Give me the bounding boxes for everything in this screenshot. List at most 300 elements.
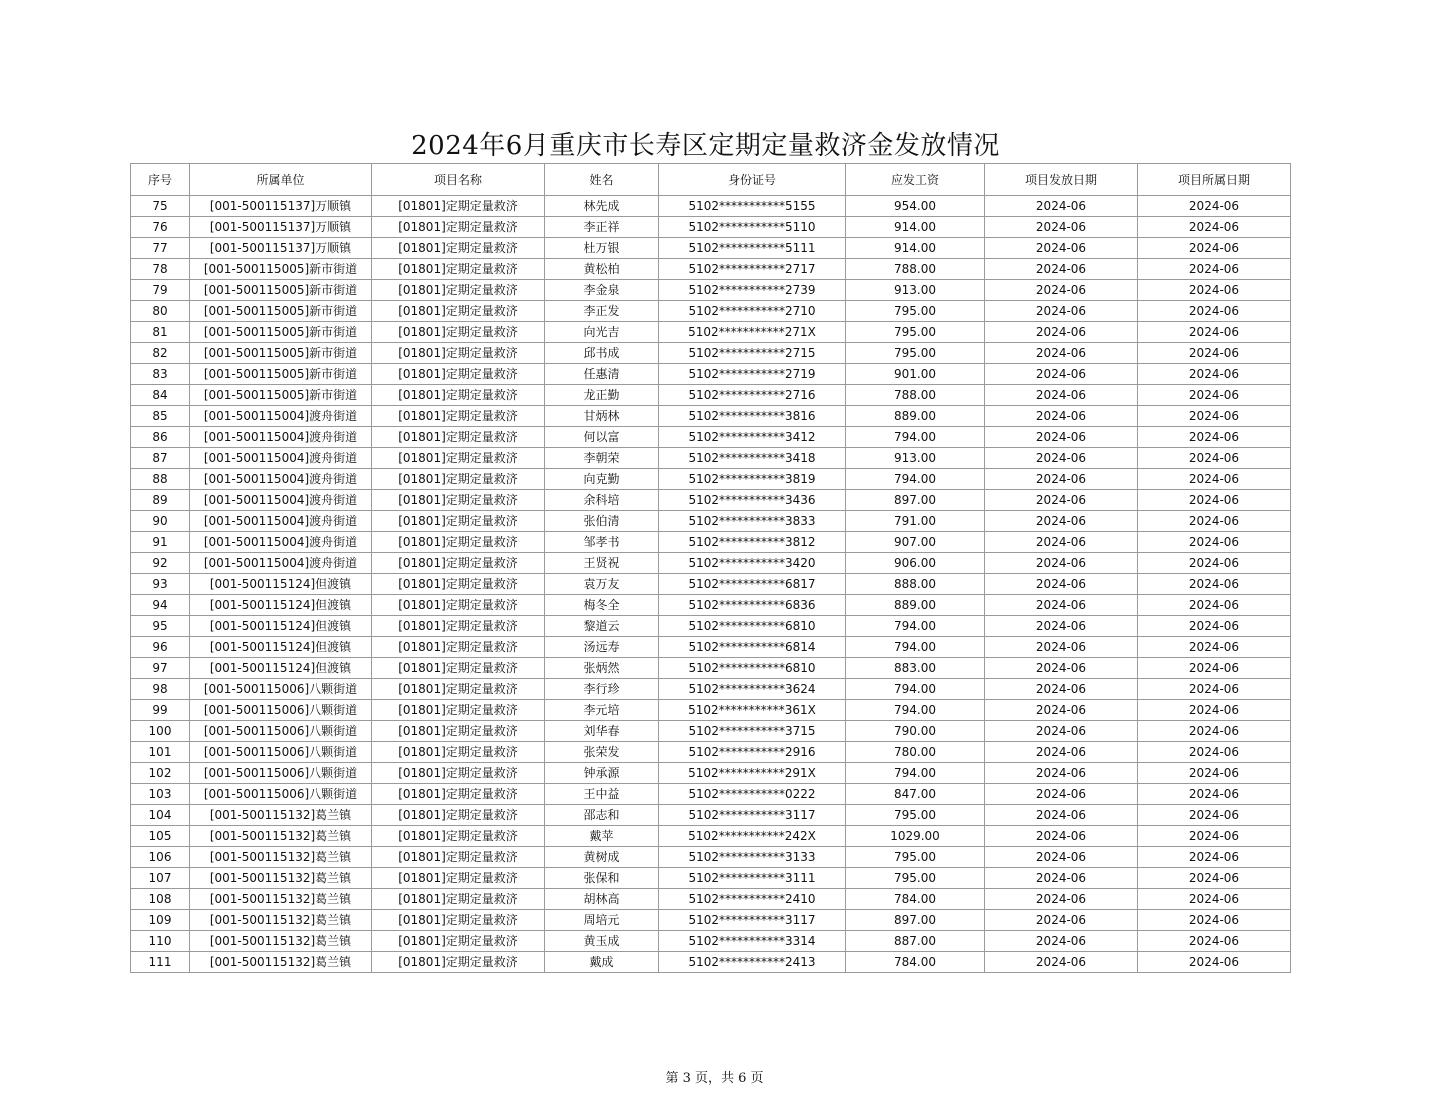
cell-project-name: [01801]定期定量救济 xyxy=(372,343,545,364)
cell-project-name: [01801]定期定量救济 xyxy=(372,301,545,322)
cell-id-number: 5102***********3436 xyxy=(659,490,846,511)
cell-seq: 82 xyxy=(131,343,190,364)
cell-period-date: 2024-06 xyxy=(1138,238,1291,259)
cell-id-number: 5102***********361X xyxy=(659,700,846,721)
cell-period-date: 2024-06 xyxy=(1138,889,1291,910)
cell-id-number: 5102***********3833 xyxy=(659,511,846,532)
cell-seq: 88 xyxy=(131,469,190,490)
cell-unit: [001-500115124]但渡镇 xyxy=(190,637,372,658)
cell-period-date: 2024-06 xyxy=(1138,427,1291,448)
cell-issue-date: 2024-06 xyxy=(985,721,1138,742)
header-id-number: 身份证号 xyxy=(659,164,846,196)
cell-payable-wage: 794.00 xyxy=(846,637,985,658)
cell-id-number: 5102***********3418 xyxy=(659,448,846,469)
cell-project-name: [01801]定期定量救济 xyxy=(372,448,545,469)
cell-id-number: 5102***********291X xyxy=(659,763,846,784)
cell-issue-date: 2024-06 xyxy=(985,280,1138,301)
cell-unit: [001-500115006]八颗街道 xyxy=(190,700,372,721)
cell-project-name: [01801]定期定量救济 xyxy=(372,259,545,280)
cell-name: 袁万友 xyxy=(545,574,659,595)
cell-issue-date: 2024-06 xyxy=(985,826,1138,847)
cell-issue-date: 2024-06 xyxy=(985,553,1138,574)
cell-project-name: [01801]定期定量救济 xyxy=(372,385,545,406)
cell-issue-date: 2024-06 xyxy=(985,847,1138,868)
table-row xyxy=(131,469,1291,490)
cell-issue-date: 2024-06 xyxy=(985,742,1138,763)
cell-name: 钟承源 xyxy=(545,763,659,784)
cell-id-number: 5102***********3133 xyxy=(659,847,846,868)
cell-unit: [001-500115006]八颗街道 xyxy=(190,784,372,805)
cell-issue-date: 2024-06 xyxy=(985,700,1138,721)
cell-period-date: 2024-06 xyxy=(1138,763,1291,784)
cell-unit: [001-500115004]渡舟街道 xyxy=(190,406,372,427)
cell-unit: [001-500115137]万顺镇 xyxy=(190,217,372,238)
cell-project-name: [01801]定期定量救济 xyxy=(372,196,545,217)
cell-name: 黄松柏 xyxy=(545,259,659,280)
cell-unit: [001-500115005]新市街道 xyxy=(190,259,372,280)
cell-period-date: 2024-06 xyxy=(1138,196,1291,217)
cell-id-number: 5102***********3816 xyxy=(659,406,846,427)
cell-seq: 106 xyxy=(131,847,190,868)
cell-issue-date: 2024-06 xyxy=(985,532,1138,553)
cell-name: 杜万银 xyxy=(545,238,659,259)
cell-id-number: 5102***********6814 xyxy=(659,637,846,658)
cell-seq: 78 xyxy=(131,259,190,280)
cell-project-name: [01801]定期定量救济 xyxy=(372,931,545,952)
table-row xyxy=(131,847,1291,868)
cell-issue-date: 2024-06 xyxy=(985,490,1138,511)
cell-name: 邹孝书 xyxy=(545,532,659,553)
cell-payable-wage: 794.00 xyxy=(846,763,985,784)
cell-period-date: 2024-06 xyxy=(1138,679,1291,700)
cell-period-date: 2024-06 xyxy=(1138,511,1291,532)
cell-unit: [001-500115005]新市街道 xyxy=(190,280,372,301)
cell-issue-date: 2024-06 xyxy=(985,574,1138,595)
cell-payable-wage: 795.00 xyxy=(846,868,985,889)
cell-unit: [001-500115124]但渡镇 xyxy=(190,574,372,595)
cell-project-name: [01801]定期定量救济 xyxy=(372,238,545,259)
cell-name: 王中益 xyxy=(545,784,659,805)
cell-period-date: 2024-06 xyxy=(1138,637,1291,658)
cell-name: 邵志和 xyxy=(545,805,659,826)
cell-id-number: 5102***********6836 xyxy=(659,595,846,616)
cell-seq: 89 xyxy=(131,490,190,511)
cell-name: 戴成 xyxy=(545,952,659,973)
cell-unit: [001-500115005]新市街道 xyxy=(190,301,372,322)
cell-id-number: 5102***********3420 xyxy=(659,553,846,574)
cell-payable-wage: 888.00 xyxy=(846,574,985,595)
cell-issue-date: 2024-06 xyxy=(985,784,1138,805)
cell-project-name: [01801]定期定量救济 xyxy=(372,553,545,574)
cell-unit: [001-500115124]但渡镇 xyxy=(190,595,372,616)
cell-project-name: [01801]定期定量救济 xyxy=(372,406,545,427)
cell-name: 张伯清 xyxy=(545,511,659,532)
cell-name: 刘华春 xyxy=(545,721,659,742)
cell-name: 李朝荣 xyxy=(545,448,659,469)
cell-project-name: [01801]定期定量救济 xyxy=(372,427,545,448)
table-row xyxy=(131,595,1291,616)
cell-name: 甘炳林 xyxy=(545,406,659,427)
cell-period-date: 2024-06 xyxy=(1138,217,1291,238)
cell-name: 王贤祝 xyxy=(545,553,659,574)
cell-project-name: [01801]定期定量救济 xyxy=(372,805,545,826)
cell-payable-wage: 889.00 xyxy=(846,406,985,427)
cell-id-number: 5102***********3819 xyxy=(659,469,846,490)
cell-unit: [001-500115004]渡舟街道 xyxy=(190,490,372,511)
cell-project-name: [01801]定期定量救济 xyxy=(372,910,545,931)
table-row xyxy=(131,952,1291,973)
cell-name: 戴苹 xyxy=(545,826,659,847)
cell-seq: 95 xyxy=(131,616,190,637)
cell-period-date: 2024-06 xyxy=(1138,595,1291,616)
table-row xyxy=(131,805,1291,826)
cell-issue-date: 2024-06 xyxy=(985,343,1138,364)
cell-issue-date: 2024-06 xyxy=(985,931,1138,952)
cell-issue-date: 2024-06 xyxy=(985,679,1138,700)
cell-seq: 77 xyxy=(131,238,190,259)
relief-payment-table xyxy=(130,163,1291,973)
cell-payable-wage: 897.00 xyxy=(846,490,985,511)
cell-name: 李正发 xyxy=(545,301,659,322)
cell-project-name: [01801]定期定量救济 xyxy=(372,217,545,238)
cell-name: 李行珍 xyxy=(545,679,659,700)
cell-issue-date: 2024-06 xyxy=(985,385,1138,406)
table-row xyxy=(131,679,1291,700)
cell-name: 张炳然 xyxy=(545,658,659,679)
table-header-row xyxy=(131,164,1291,196)
cell-project-name: [01801]定期定量救济 xyxy=(372,658,545,679)
cell-unit: [001-500115005]新市街道 xyxy=(190,385,372,406)
cell-issue-date: 2024-06 xyxy=(985,427,1138,448)
cell-unit: [001-500115132]葛兰镇 xyxy=(190,910,372,931)
cell-payable-wage: 847.00 xyxy=(846,784,985,805)
cell-period-date: 2024-06 xyxy=(1138,721,1291,742)
cell-seq: 109 xyxy=(131,910,190,931)
header-issue-date: 项目发放日期 xyxy=(985,164,1138,196)
page-title: 2024年6月重庆市长寿区定期定量救济金发放情况 xyxy=(411,131,1000,161)
cell-period-date: 2024-06 xyxy=(1138,448,1291,469)
cell-name: 向光吉 xyxy=(545,322,659,343)
table-row xyxy=(131,700,1291,721)
table-row xyxy=(131,322,1291,343)
cell-issue-date: 2024-06 xyxy=(985,868,1138,889)
cell-payable-wage: 901.00 xyxy=(846,364,985,385)
cell-issue-date: 2024-06 xyxy=(985,301,1138,322)
cell-payable-wage: 913.00 xyxy=(846,280,985,301)
cell-seq: 99 xyxy=(131,700,190,721)
cell-unit: [001-500115132]葛兰镇 xyxy=(190,805,372,826)
table-row xyxy=(131,406,1291,427)
cell-unit: [001-500115004]渡舟街道 xyxy=(190,532,372,553)
table-row xyxy=(131,637,1291,658)
header-name: 姓名 xyxy=(545,164,659,196)
header-project-name: 项目名称 xyxy=(372,164,545,196)
cell-issue-date: 2024-06 xyxy=(985,511,1138,532)
cell-id-number: 5102***********242X xyxy=(659,826,846,847)
cell-unit: [001-500115132]葛兰镇 xyxy=(190,847,372,868)
cell-unit: [001-500115004]渡舟街道 xyxy=(190,427,372,448)
cell-name: 邱书成 xyxy=(545,343,659,364)
cell-seq: 92 xyxy=(131,553,190,574)
cell-issue-date: 2024-06 xyxy=(985,322,1138,343)
cell-issue-date: 2024-06 xyxy=(985,238,1138,259)
cell-name: 龙正勤 xyxy=(545,385,659,406)
table-row xyxy=(131,889,1291,910)
cell-project-name: [01801]定期定量救济 xyxy=(372,952,545,973)
table-row xyxy=(131,196,1291,217)
cell-seq: 75 xyxy=(131,196,190,217)
cell-payable-wage: 914.00 xyxy=(846,217,985,238)
cell-period-date: 2024-06 xyxy=(1138,385,1291,406)
cell-unit: [001-500115132]葛兰镇 xyxy=(190,868,372,889)
cell-project-name: [01801]定期定量救济 xyxy=(372,322,545,343)
cell-seq: 87 xyxy=(131,448,190,469)
cell-period-date: 2024-06 xyxy=(1138,322,1291,343)
cell-payable-wage: 897.00 xyxy=(846,910,985,931)
cell-unit: [001-500115132]葛兰镇 xyxy=(190,931,372,952)
table-row xyxy=(131,826,1291,847)
cell-seq: 96 xyxy=(131,637,190,658)
table-row xyxy=(131,511,1291,532)
cell-name: 向克勤 xyxy=(545,469,659,490)
cell-seq: 81 xyxy=(131,322,190,343)
cell-payable-wage: 906.00 xyxy=(846,553,985,574)
cell-payable-wage: 794.00 xyxy=(846,616,985,637)
cell-id-number: 5102***********2719 xyxy=(659,364,846,385)
cell-id-number: 5102***********6810 xyxy=(659,658,846,679)
cell-unit: [001-500115132]葛兰镇 xyxy=(190,952,372,973)
cell-name: 张荣发 xyxy=(545,742,659,763)
cell-id-number: 5102***********3117 xyxy=(659,910,846,931)
cell-period-date: 2024-06 xyxy=(1138,259,1291,280)
cell-project-name: [01801]定期定量救济 xyxy=(372,637,545,658)
table-row xyxy=(131,238,1291,259)
cell-name: 张保和 xyxy=(545,868,659,889)
cell-period-date: 2024-06 xyxy=(1138,742,1291,763)
cell-project-name: [01801]定期定量救济 xyxy=(372,868,545,889)
cell-name: 李金泉 xyxy=(545,280,659,301)
cell-project-name: [01801]定期定量救济 xyxy=(372,784,545,805)
cell-project-name: [01801]定期定量救济 xyxy=(372,280,545,301)
cell-id-number: 5102***********5110 xyxy=(659,217,846,238)
cell-seq: 103 xyxy=(131,784,190,805)
cell-id-number: 5102***********2413 xyxy=(659,952,846,973)
table-row xyxy=(131,742,1291,763)
cell-project-name: [01801]定期定量救济 xyxy=(372,826,545,847)
cell-period-date: 2024-06 xyxy=(1138,910,1291,931)
cell-seq: 104 xyxy=(131,805,190,826)
cell-seq: 91 xyxy=(131,532,190,553)
cell-project-name: [01801]定期定量救济 xyxy=(372,847,545,868)
table-row xyxy=(131,427,1291,448)
cell-name: 林先成 xyxy=(545,196,659,217)
cell-payable-wage: 784.00 xyxy=(846,889,985,910)
cell-seq: 111 xyxy=(131,952,190,973)
cell-project-name: [01801]定期定量救济 xyxy=(372,595,545,616)
cell-period-date: 2024-06 xyxy=(1138,784,1291,805)
cell-period-date: 2024-06 xyxy=(1138,931,1291,952)
cell-unit: [001-500115137]万顺镇 xyxy=(190,238,372,259)
cell-payable-wage: 794.00 xyxy=(846,679,985,700)
table-row xyxy=(131,553,1291,574)
cell-period-date: 2024-06 xyxy=(1138,490,1291,511)
cell-issue-date: 2024-06 xyxy=(985,889,1138,910)
table-row xyxy=(131,448,1291,469)
cell-unit: [001-500115006]八颗街道 xyxy=(190,763,372,784)
cell-period-date: 2024-06 xyxy=(1138,532,1291,553)
cell-name: 余科培 xyxy=(545,490,659,511)
cell-period-date: 2024-06 xyxy=(1138,700,1291,721)
cell-unit: [001-500115006]八颗街道 xyxy=(190,742,372,763)
cell-name: 黄玉成 xyxy=(545,931,659,952)
table-row xyxy=(131,574,1291,595)
cell-id-number: 5102***********3117 xyxy=(659,805,846,826)
cell-name: 胡林高 xyxy=(545,889,659,910)
cell-name: 周培元 xyxy=(545,910,659,931)
cell-unit: [001-500115006]八颗街道 xyxy=(190,721,372,742)
cell-payable-wage: 794.00 xyxy=(846,469,985,490)
cell-project-name: [01801]定期定量救济 xyxy=(372,700,545,721)
cell-id-number: 5102***********3412 xyxy=(659,427,846,448)
cell-payable-wage: 795.00 xyxy=(846,343,985,364)
cell-issue-date: 2024-06 xyxy=(985,616,1138,637)
cell-payable-wage: 907.00 xyxy=(846,532,985,553)
cell-name: 黎道云 xyxy=(545,616,659,637)
cell-id-number: 5102***********2410 xyxy=(659,889,846,910)
cell-period-date: 2024-06 xyxy=(1138,469,1291,490)
cell-seq: 105 xyxy=(131,826,190,847)
cell-payable-wage: 788.00 xyxy=(846,385,985,406)
cell-payable-wage: 791.00 xyxy=(846,511,985,532)
cell-project-name: [01801]定期定量救济 xyxy=(372,679,545,700)
cell-seq: 101 xyxy=(131,742,190,763)
cell-payable-wage: 887.00 xyxy=(846,931,985,952)
cell-project-name: [01801]定期定量救济 xyxy=(372,763,545,784)
cell-payable-wage: 889.00 xyxy=(846,595,985,616)
table-row xyxy=(131,910,1291,931)
cell-issue-date: 2024-06 xyxy=(985,595,1138,616)
cell-payable-wage: 954.00 xyxy=(846,196,985,217)
header-period-date: 项目所属日期 xyxy=(1138,164,1291,196)
cell-period-date: 2024-06 xyxy=(1138,826,1291,847)
table-row xyxy=(131,364,1291,385)
cell-id-number: 5102***********3624 xyxy=(659,679,846,700)
cell-issue-date: 2024-06 xyxy=(985,259,1138,280)
cell-seq: 110 xyxy=(131,931,190,952)
cell-project-name: [01801]定期定量救济 xyxy=(372,364,545,385)
cell-payable-wage: 780.00 xyxy=(846,742,985,763)
cell-period-date: 2024-06 xyxy=(1138,364,1291,385)
cell-seq: 90 xyxy=(131,511,190,532)
cell-period-date: 2024-06 xyxy=(1138,343,1291,364)
cell-unit: [001-500115005]新市街道 xyxy=(190,322,372,343)
cell-period-date: 2024-06 xyxy=(1138,616,1291,637)
table-body xyxy=(131,196,1291,973)
cell-seq: 84 xyxy=(131,385,190,406)
cell-payable-wage: 795.00 xyxy=(846,301,985,322)
cell-name: 任惠清 xyxy=(545,364,659,385)
cell-unit: [001-500115004]渡舟街道 xyxy=(190,511,372,532)
cell-project-name: [01801]定期定量救济 xyxy=(372,511,545,532)
table-row xyxy=(131,763,1291,784)
cell-payable-wage: 1029.00 xyxy=(846,826,985,847)
cell-id-number: 5102***********6810 xyxy=(659,616,846,637)
cell-id-number: 5102***********5155 xyxy=(659,196,846,217)
cell-project-name: [01801]定期定量救济 xyxy=(372,742,545,763)
cell-id-number: 5102***********0222 xyxy=(659,784,846,805)
cell-period-date: 2024-06 xyxy=(1138,868,1291,889)
cell-payable-wage: 795.00 xyxy=(846,805,985,826)
cell-project-name: [01801]定期定量救济 xyxy=(372,889,545,910)
cell-id-number: 5102***********2710 xyxy=(659,301,846,322)
cell-name: 汤远寿 xyxy=(545,637,659,658)
cell-seq: 98 xyxy=(131,679,190,700)
header-payable-wage: 应发工资 xyxy=(846,164,985,196)
cell-payable-wage: 914.00 xyxy=(846,238,985,259)
cell-issue-date: 2024-06 xyxy=(985,406,1138,427)
cell-period-date: 2024-06 xyxy=(1138,553,1291,574)
cell-seq: 79 xyxy=(131,280,190,301)
cell-id-number: 5102***********6817 xyxy=(659,574,846,595)
cell-id-number: 5102***********2715 xyxy=(659,343,846,364)
cell-id-number: 5102***********3715 xyxy=(659,721,846,742)
cell-issue-date: 2024-06 xyxy=(985,910,1138,931)
cell-issue-date: 2024-06 xyxy=(985,196,1138,217)
table-row xyxy=(131,721,1291,742)
cell-seq: 93 xyxy=(131,574,190,595)
cell-payable-wage: 794.00 xyxy=(846,427,985,448)
cell-seq: 83 xyxy=(131,364,190,385)
cell-issue-date: 2024-06 xyxy=(985,217,1138,238)
cell-id-number: 5102***********5111 xyxy=(659,238,846,259)
cell-issue-date: 2024-06 xyxy=(985,469,1138,490)
cell-period-date: 2024-06 xyxy=(1138,406,1291,427)
cell-id-number: 5102***********271X xyxy=(659,322,846,343)
cell-seq: 80 xyxy=(131,301,190,322)
cell-name: 何以富 xyxy=(545,427,659,448)
cell-unit: [001-500115004]渡舟街道 xyxy=(190,553,372,574)
cell-issue-date: 2024-06 xyxy=(985,364,1138,385)
cell-seq: 100 xyxy=(131,721,190,742)
table-row xyxy=(131,784,1291,805)
cell-seq: 97 xyxy=(131,658,190,679)
cell-payable-wage: 790.00 xyxy=(846,721,985,742)
cell-id-number: 5102***********3812 xyxy=(659,532,846,553)
table-row xyxy=(131,343,1291,364)
cell-unit: [001-500115005]新市街道 xyxy=(190,343,372,364)
table-row xyxy=(131,658,1291,679)
cell-id-number: 5102***********2739 xyxy=(659,280,846,301)
cell-payable-wage: 795.00 xyxy=(846,847,985,868)
cell-issue-date: 2024-06 xyxy=(985,952,1138,973)
cell-period-date: 2024-06 xyxy=(1138,847,1291,868)
header-seq: 序号 xyxy=(131,164,190,196)
cell-unit: [001-500115005]新市街道 xyxy=(190,364,372,385)
cell-project-name: [01801]定期定量救济 xyxy=(372,532,545,553)
cell-payable-wage: 784.00 xyxy=(846,952,985,973)
cell-seq: 86 xyxy=(131,427,190,448)
cell-issue-date: 2024-06 xyxy=(985,763,1138,784)
table-row xyxy=(131,868,1291,889)
cell-issue-date: 2024-06 xyxy=(985,448,1138,469)
cell-id-number: 5102***********2916 xyxy=(659,742,846,763)
cell-project-name: [01801]定期定量救济 xyxy=(372,721,545,742)
cell-seq: 76 xyxy=(131,217,190,238)
cell-issue-date: 2024-06 xyxy=(985,637,1138,658)
cell-payable-wage: 883.00 xyxy=(846,658,985,679)
cell-id-number: 5102***********2716 xyxy=(659,385,846,406)
cell-unit: [001-500115124]但渡镇 xyxy=(190,616,372,637)
